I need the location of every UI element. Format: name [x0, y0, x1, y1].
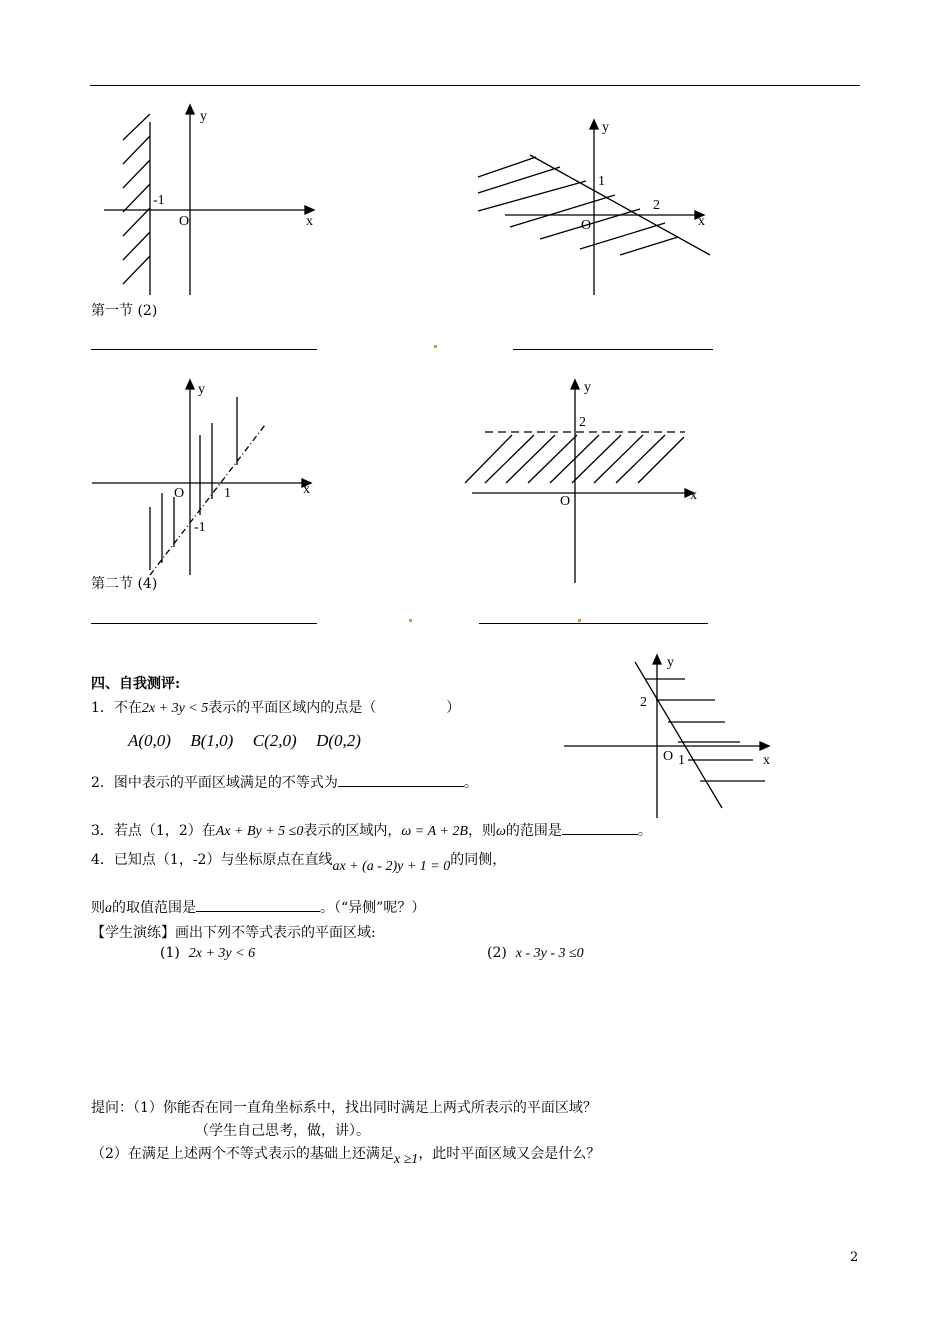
question-4 — [91, 849, 507, 874]
p2-label: (2) — [487, 945, 507, 961]
graph-3 — [90, 375, 330, 585]
option-b[interactable]: B(1,0) — [190, 731, 234, 750]
tick-label: -1 — [153, 193, 165, 208]
tick-label: -1 — [194, 520, 206, 535]
top-rule — [90, 85, 860, 86]
practice-item-2 — [487, 945, 584, 962]
ask-2-inequality: x ≥1 — [393, 1152, 419, 1167]
graph-1 — [90, 100, 330, 300]
y-axis-label: y — [198, 382, 205, 397]
answer-blank[interactable] — [91, 349, 317, 350]
answer-blank[interactable] — [479, 623, 708, 624]
origin-label: O — [179, 214, 190, 229]
origin-label: O — [581, 218, 592, 233]
options-row — [128, 731, 361, 751]
graph-2 — [470, 115, 730, 300]
q3-blank[interactable] — [562, 833, 638, 835]
q2-text: 2．图中表示的平面区域满足的不等式为 — [91, 775, 338, 791]
mark-dot — [409, 619, 412, 622]
graph-4 — [460, 375, 710, 590]
ask-2 — [91, 1143, 601, 1167]
q3-end: 。 — [637, 823, 652, 839]
question-1 — [91, 697, 460, 717]
q3-prefix: 3．若点（1，2）在 — [91, 823, 216, 839]
p1-inequality: 2x + 3y < 6 — [188, 946, 256, 961]
q4-suffix: 的同侧， — [450, 852, 507, 868]
tick-label: 2 — [653, 198, 660, 213]
option-d[interactable]: D(0,2) — [316, 731, 361, 750]
y-axis-label: y — [602, 120, 609, 135]
tick-label: 1 — [678, 753, 685, 768]
mark-dot — [434, 345, 437, 348]
q3-omega: ω = A + 2B — [401, 824, 468, 839]
y-axis-label: y — [667, 655, 674, 670]
q3-mid: 表示的区域内， — [303, 823, 402, 839]
section-heading: 四、自我测评: — [91, 676, 181, 692]
x-axis-label: x — [690, 488, 697, 503]
q2-blank[interactable] — [338, 785, 464, 787]
y-axis-label: y — [200, 109, 207, 124]
origin-label: O — [663, 749, 674, 764]
option-c[interactable]: C(2,0) — [252, 731, 297, 750]
tick-label: 2 — [640, 695, 647, 710]
q4-line: ax + (a - 2)y + 1 = 0 — [332, 859, 451, 874]
q3-inequality: Ax + By + 5 ≤0 — [215, 824, 304, 839]
q2-end: 。 — [463, 775, 478, 791]
q1-close: ） — [446, 700, 461, 716]
q4b-mid: 的取值范围是 — [112, 900, 196, 916]
origin-label: O — [560, 494, 571, 509]
graph-5 — [560, 650, 790, 820]
ask-1b: （学生自己思考，做，讲）。 — [195, 1123, 370, 1139]
tick-label: 2 — [579, 415, 586, 430]
page-number: 2 — [850, 1250, 859, 1265]
q4b-var: a — [105, 901, 112, 916]
caption-1: 第一节 (2) — [91, 303, 158, 319]
x-axis-label: x — [698, 214, 705, 229]
x-axis-label: x — [303, 482, 310, 497]
tick-label: 1 — [224, 486, 231, 501]
q4-prefix: 4．已知点（1，-2）与坐标原点在直线 — [91, 852, 333, 868]
question-4b — [91, 897, 425, 917]
q1-inequality: 2x + 3y < 5 — [141, 701, 209, 716]
practice-item-1 — [160, 945, 255, 962]
question-2 — [91, 772, 478, 792]
p2-inequality: x - 3y - 3 ≤0 — [515, 946, 584, 961]
x-axis-label: x — [306, 214, 313, 229]
practice-heading: 【学生演练】画出下列不等式表示的平面区域: — [91, 925, 376, 941]
q1-prefix: 1．不在 — [91, 700, 142, 716]
mark-dot — [578, 619, 581, 622]
caption-2: 第二节 (4) — [91, 576, 158, 592]
q1-suffix: 表示的平面区域内的点是（ — [208, 700, 377, 716]
y-axis-label: y — [584, 380, 591, 395]
x-axis-label: x — [763, 753, 770, 768]
q4b-prefix: 则 — [91, 900, 105, 916]
ask-1: 提问：（1）你能否在同一直角坐标系中，找出同时满足上两式所表示的平面区域？ — [91, 1100, 597, 1116]
q4b-end: 。（“异侧”呢？） — [320, 900, 426, 916]
answer-blank[interactable] — [91, 623, 317, 624]
q3-tail2: 的范围是 — [505, 823, 562, 839]
ask-2-suffix: ，此时平面区域又会是什么？ — [418, 1146, 601, 1162]
tick-label: 1 — [598, 174, 605, 189]
ask-2-prefix: （2）在满足上述两个不等式表示的基础上还满足 — [91, 1146, 394, 1162]
answer-blank[interactable] — [513, 349, 713, 350]
origin-label: O — [174, 486, 185, 501]
q3-tail: ，则 — [467, 823, 496, 839]
p1-label: (1) — [160, 945, 180, 961]
q3-omega2: ω — [495, 824, 506, 839]
option-a[interactable]: A(0,0) — [128, 731, 171, 750]
question-3 — [91, 820, 652, 840]
q4b-blank[interactable] — [196, 910, 320, 912]
